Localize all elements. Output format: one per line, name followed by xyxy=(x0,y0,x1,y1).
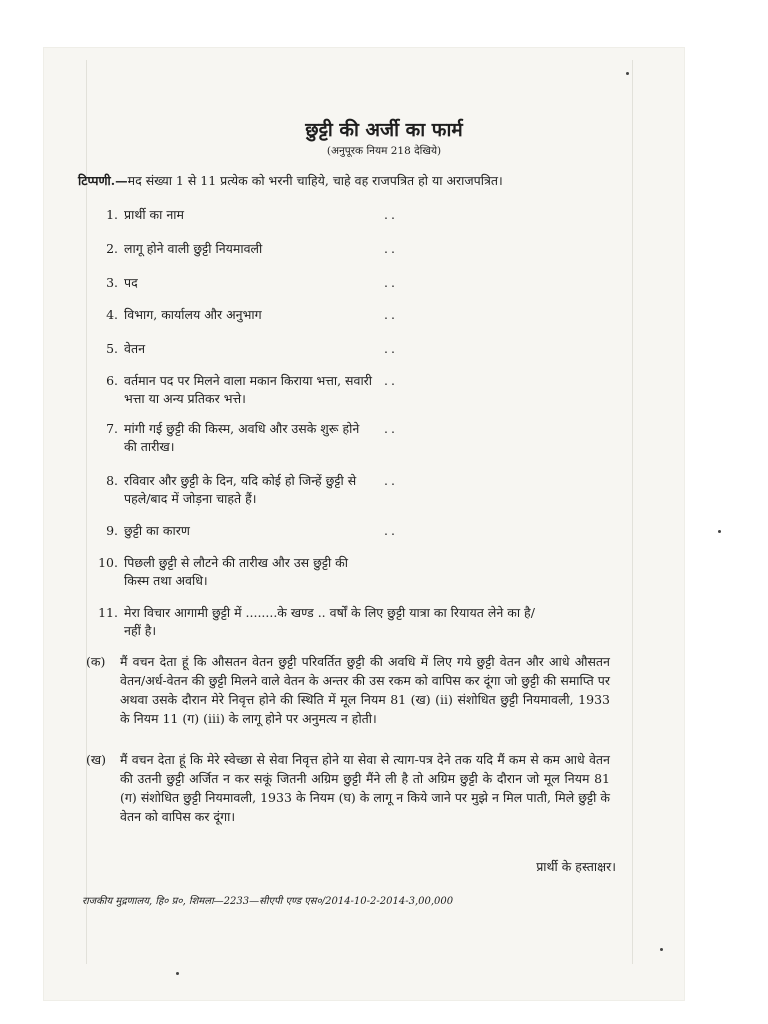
fill-in-dots: .. xyxy=(384,421,398,436)
applicant-signature: प्रार्थी के हस्ताक्षर। xyxy=(536,859,616,874)
fill-in-dots: .. xyxy=(384,523,398,538)
item-label: लागू होने वाली छुट्टी नियमावली xyxy=(124,241,263,256)
item-label: विभाग, कार्यालय और अनुभाग xyxy=(124,307,262,322)
item-number: 7. xyxy=(106,421,118,436)
item-label: पिछली छुट्टी से लौटने की तारीख और उस छुट्टी की किस्म तथा अवधि। xyxy=(124,555,349,588)
fill-in-dots: .. xyxy=(384,207,398,222)
instruction-note xyxy=(78,172,638,189)
item-number: 2. xyxy=(106,241,118,256)
item-label: पद xyxy=(124,275,138,290)
item-number: 4. xyxy=(106,307,118,322)
item-label: मांगी गई छुट्टी की किस्म, अवधि और उसके शुरू होने की तारीख। xyxy=(124,421,360,454)
item-label: प्रार्थी का नाम xyxy=(124,207,185,222)
note-text: मद संख्या 1 से 11 प्रत्येक को भरनी चाहिये, चाहे वह राजपत्रित हो या अराजपत्रित। xyxy=(127,173,503,188)
printer-imprint: राजकीय मुद्रणालय, हि० प्र०, शिमला—2233—सीएपी एण्ड एस०/2014-10-2-2014-3,00,000 xyxy=(82,896,454,907)
item-number: 11. xyxy=(98,605,118,620)
fill-in-dots: .. xyxy=(384,373,398,388)
item-number: 10. xyxy=(98,555,118,570)
item-number: 6. xyxy=(106,373,118,388)
item-label: वेतन xyxy=(124,341,146,356)
item-label: मेरा विचार आगामी छुट्टी में ........के खण्ड .. वर्षों के लिए छुट्टी यात्रा का रियायत लेने का है/नहीं है। xyxy=(124,605,535,638)
sheet-fold-line xyxy=(86,60,87,964)
item-label: वर्तमान पद पर मिलने वाला मकान किराया भत्ता, सवारी भत्ता या अन्य प्रतिकर भत्ते। xyxy=(124,373,373,406)
undertaking-text: मैं वचन देता हूं कि औसतन वेतन छुट्टी परिवर्तित छुट्टी की अवधि में लिए गये छुट्टी वेतन और आधे औसतन वेतन/अर्ध-वेतन की छुट्टी मिलने वाले वेतन के अन्तर की उस रकम को वापिस कर दूंगा जो छुट्टी की समाप्ति पर अथवा उसके दौरान मेरे निवृत्त होने की स्थिति में मूल नियम 81 (ख) (ii) संशोधित छुट्टी नियमावली, 1933 के नियम 11 (ग) (iii) के लागू होने पर अनुमत्य न होती। xyxy=(120,654,610,726)
form-title: छुट्टी की अर्जी का फार्म xyxy=(305,119,463,141)
ink-speck xyxy=(660,948,663,951)
item-label: छुट्टी का कारण xyxy=(124,523,190,538)
ink-speck xyxy=(176,972,179,975)
fill-in-dots: .. xyxy=(384,307,398,322)
ink-speck xyxy=(718,530,721,533)
undertaking-mark: (ख) xyxy=(86,752,106,767)
undertaking-text: मैं वचन देता हूं कि मेरे स्वेच्छा से सेवा निवृत्त होने या सेवा से त्याग-पत्र देने तक यदि मैं कम से कम आधे वेतन की उतनी छुट्टी अर्जित न कर सकूं जितनी अग्रिम छुट्टी मैंने ली है तो अग्रिम छुट्टी के दौरान जो मूल नियम 81 (ग) संशोधित छुट्टी नियमावली, 1933 के नियम (घ) के लागू न किये जाने पर मुझे न मिल पाती, मिले छुट्टी के वेतन को वापिस कर दूंगा। xyxy=(120,752,610,824)
item-label: रविवार और छुट्टी के दिन, यदि कोई हो जिन्हें छुट्टी से पहले/बाद में जोड़ना चाहते हैं। xyxy=(124,473,357,506)
fill-in-dots: .. xyxy=(384,241,398,256)
item-number: 5. xyxy=(106,341,118,356)
fill-in-dots: .. xyxy=(384,275,398,290)
item-number: 9. xyxy=(106,523,118,538)
sheet-fold-line xyxy=(632,60,633,964)
undertaking-mark: (क) xyxy=(86,654,106,669)
fill-in-dots: .. xyxy=(384,473,398,488)
fill-in-dots: .. xyxy=(384,341,398,356)
form-subtitle: (अनुपूरक नियम 218 देखिये) xyxy=(326,145,442,157)
ink-speck xyxy=(626,72,629,75)
note-label: टिप्पणी.— xyxy=(78,173,128,188)
item-number: 3. xyxy=(106,275,118,290)
item-number: 8. xyxy=(106,473,118,488)
item-number: 1. xyxy=(106,207,118,222)
